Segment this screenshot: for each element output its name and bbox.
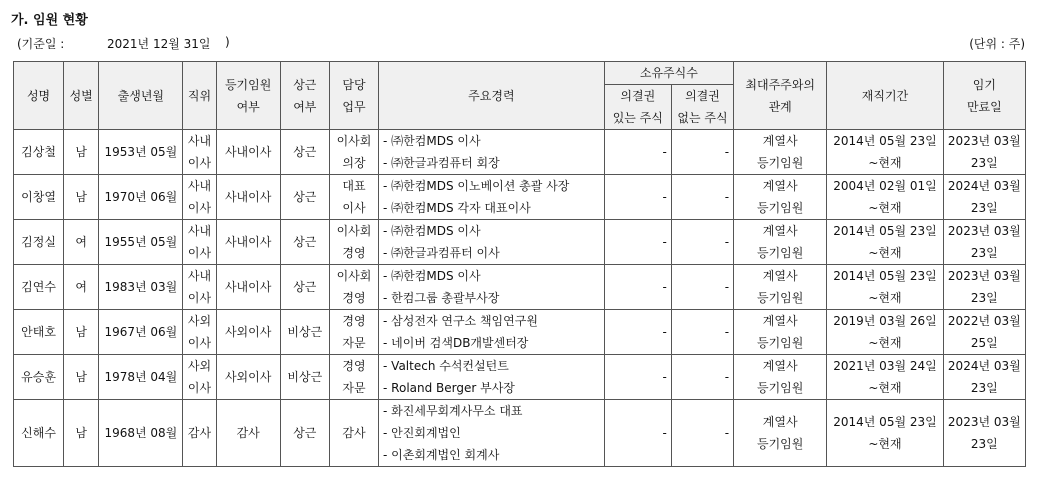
- header-nonvoting: 의결권 없는 주식: [671, 85, 733, 130]
- cell-gender: 여: [64, 265, 99, 310]
- table-row: [14, 220, 1026, 265]
- unit-label: (단위 : 주): [969, 37, 1025, 51]
- cell-birth: 1983년 03월: [99, 265, 183, 310]
- cell-birth: 1978년 04월: [99, 355, 183, 400]
- cell-birth: 1968년 08월: [99, 400, 183, 467]
- cell-tenure: 2019년 03월 26일 ~현재: [827, 310, 943, 355]
- header-birth: 출생년월: [99, 62, 183, 130]
- cell-relation: 계열사 등기임원: [734, 220, 827, 265]
- cell-fulltime: 상근: [280, 265, 329, 310]
- header-tenure: 재직기간: [827, 62, 943, 130]
- cell-name: 김연수: [14, 265, 64, 310]
- cell-voting: -: [604, 355, 671, 400]
- cell-voting: -: [604, 175, 671, 220]
- cell-term: 2024년 03월 23일: [943, 175, 1025, 220]
- cell-duty: 대표 이사: [329, 175, 378, 220]
- cell-fulltime: 상근: [280, 175, 329, 220]
- cell-registered: 사내이사: [216, 130, 280, 175]
- cell-duty: 이사회 경영: [329, 265, 378, 310]
- cell-name: 이창열: [14, 175, 64, 220]
- cell-tenure: 2004년 02월 01일 ~현재: [827, 175, 943, 220]
- table-row: [14, 265, 1026, 310]
- cell-gender: 남: [64, 175, 99, 220]
- header-name: 성명: [14, 62, 64, 130]
- cell-registered: 감사: [216, 400, 280, 467]
- header-position: 직위: [183, 62, 216, 130]
- table-row: [14, 130, 1026, 175]
- cell-tenure: 2014년 05월 23일 ~현재: [827, 130, 943, 175]
- cell-gender: 남: [64, 400, 99, 467]
- base-date-label: (기준일 :: [17, 37, 65, 51]
- cell-duty: 경영 자문: [329, 355, 378, 400]
- cell-name: 안태호: [14, 310, 64, 355]
- cell-nonvoting: -: [671, 310, 733, 355]
- cell-term: 2023년 03월 23일: [943, 220, 1025, 265]
- cell-term: 2023년 03월 23일: [943, 265, 1025, 310]
- header-term: 임기 만료일: [943, 62, 1025, 130]
- base-date-close: ): [225, 35, 230, 49]
- cell-relation: 계열사 등기임원: [734, 400, 827, 467]
- cell-nonvoting: -: [671, 220, 733, 265]
- cell-relation: 계열사 등기임원: [734, 265, 827, 310]
- cell-position: 사내 이사: [183, 220, 216, 265]
- header-relation: 최대주주와의 관계: [734, 62, 827, 130]
- header-shares: 소유주식수: [604, 62, 733, 85]
- header-duty: 담당 업무: [329, 62, 378, 130]
- cell-career: - ㈜한컴MDS 이사 - ㈜한글과컴퓨터 이사: [379, 220, 605, 265]
- cell-nonvoting: -: [671, 265, 733, 310]
- cell-position: 사내 이사: [183, 265, 216, 310]
- cell-fulltime: 상근: [280, 220, 329, 265]
- cell-position: 사내 이사: [183, 130, 216, 175]
- cell-name: 유승훈: [14, 355, 64, 400]
- cell-gender: 남: [64, 355, 99, 400]
- cell-fulltime: 비상근: [280, 355, 329, 400]
- cell-term: 2022년 03월 25일: [943, 310, 1025, 355]
- cell-fulltime: 상근: [280, 400, 329, 467]
- cell-voting: -: [604, 130, 671, 175]
- cell-name: 신해수: [14, 400, 64, 467]
- cell-position: 사외 이사: [183, 355, 216, 400]
- cell-career: - ㈜한컴MDS 이노베이션 총괄 사장 - ㈜한컴MDS 각자 대표이사: [379, 175, 605, 220]
- cell-nonvoting: -: [671, 400, 733, 467]
- cell-nonvoting: -: [671, 130, 733, 175]
- cell-duty: 이사회 경영: [329, 220, 378, 265]
- cell-fulltime: 상근: [280, 130, 329, 175]
- table-row: [14, 310, 1026, 355]
- cell-duty: 감사: [329, 400, 378, 467]
- cell-birth: 1955년 05월: [99, 220, 183, 265]
- cell-position: 사외 이사: [183, 310, 216, 355]
- cell-gender: 남: [64, 310, 99, 355]
- header-gender: 성별: [64, 62, 99, 130]
- executive-table: [13, 61, 1026, 467]
- cell-position: 사내 이사: [183, 175, 216, 220]
- cell-relation: 계열사 등기임원: [734, 175, 827, 220]
- section-title: 가. 임원 현황: [11, 13, 88, 28]
- cell-voting: -: [604, 400, 671, 467]
- cell-relation: 계열사 등기임원: [734, 355, 827, 400]
- table-row: [14, 175, 1026, 220]
- cell-registered: 사내이사: [216, 175, 280, 220]
- cell-voting: -: [604, 310, 671, 355]
- cell-name: 김정실: [14, 220, 64, 265]
- base-date: [17, 35, 230, 52]
- cell-term: 2024년 03월 23일: [943, 355, 1025, 400]
- cell-gender: 여: [64, 220, 99, 265]
- header-career: 주요경력: [379, 62, 605, 130]
- cell-nonvoting: -: [671, 355, 733, 400]
- cell-birth: 1970년 06월: [99, 175, 183, 220]
- cell-nonvoting: -: [671, 175, 733, 220]
- cell-gender: 남: [64, 130, 99, 175]
- header-fulltime: 상근 여부: [280, 62, 329, 130]
- cell-relation: 계열사 등기임원: [734, 310, 827, 355]
- cell-career: - Valtech 수석컨설턴트 - Roland Berger 부사장: [379, 355, 605, 400]
- table-row: [14, 400, 1026, 467]
- cell-voting: -: [604, 265, 671, 310]
- cell-duty: 이사회 의장: [329, 130, 378, 175]
- cell-career: - 화진세무회계사무소 대표 - 안진회계법인 - 이촌회계법인 회계사: [379, 400, 605, 467]
- cell-fulltime: 비상근: [280, 310, 329, 355]
- cell-tenure: 2014년 05월 23일 ~현재: [827, 220, 943, 265]
- cell-career: - ㈜한컴MDS 이사 - 한컴그룹 총괄부사장: [379, 265, 605, 310]
- cell-tenure: 2014년 05월 23일 ~현재: [827, 400, 943, 467]
- cell-registered: 사내이사: [216, 220, 280, 265]
- cell-registered: 사외이사: [216, 355, 280, 400]
- header-registered: 등기임원 여부: [216, 62, 280, 130]
- cell-term: 2023년 03월 23일: [943, 130, 1025, 175]
- cell-tenure: 2014년 05월 23일 ~현재: [827, 265, 943, 310]
- cell-name: 김상철: [14, 130, 64, 175]
- cell-tenure: 2021년 03월 24일 ~현재: [827, 355, 943, 400]
- header-voting: 의결권 있는 주식: [604, 85, 671, 130]
- cell-career: - 삼성전자 연구소 책임연구원 - 네이버 검색DB개발센터장: [379, 310, 605, 355]
- cell-term: 2023년 03월 23일: [943, 400, 1025, 467]
- cell-registered: 사내이사: [216, 265, 280, 310]
- cell-duty: 경영 자문: [329, 310, 378, 355]
- cell-position: 감사: [183, 400, 216, 467]
- base-date-value: 2021년 12월 31일: [107, 37, 211, 51]
- table-row: [14, 355, 1026, 400]
- cell-registered: 사외이사: [216, 310, 280, 355]
- cell-relation: 계열사 등기임원: [734, 130, 827, 175]
- cell-career: - ㈜한컴MDS 이사 - ㈜한글과컴퓨터 회장: [379, 130, 605, 175]
- cell-voting: -: [604, 220, 671, 265]
- cell-birth: 1953년 05월: [99, 130, 183, 175]
- cell-birth: 1967년 06월: [99, 310, 183, 355]
